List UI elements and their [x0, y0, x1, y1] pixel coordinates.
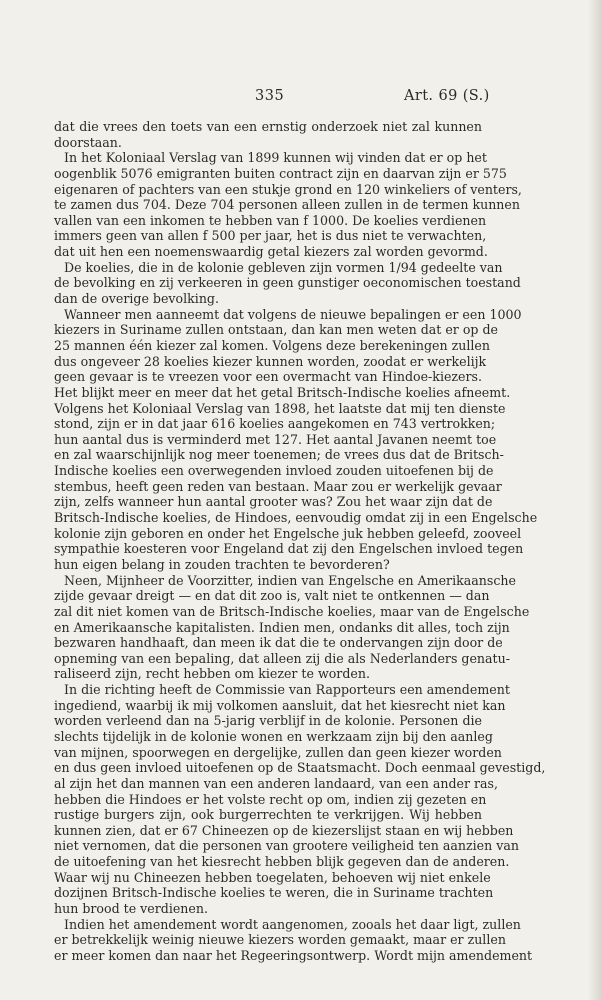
text-line: van mijnen, spoorwegen en dergelijke, zullen dan geen kiezer worden — [54, 744, 502, 760]
text-line: sympathie koesteren voor Engeland dat zij den Engelschen invloed tegen — [54, 541, 524, 557]
text-line: vallen van een inkomen te hebben van f 1000. De koelies verdienen — [54, 212, 487, 228]
page-header — [0, 88, 602, 108]
text-line: dozijnen Britsch-Indische koelies te weren, die in Suriname trachten — [54, 885, 494, 901]
text-line: rustige burgers zijn, ook burgerrechten te verkrijgen. Wij hebben — [54, 807, 482, 823]
page-edge-shadow — [588, 0, 602, 1000]
text-line: 25 mannen één kiezer zal komen. Volgens deze berekeningen zullen — [54, 337, 490, 353]
text-line: zijn, zelfs wanneer hun aantal grooter was? Zou het waar zijn dat de — [54, 494, 493, 510]
text-line: immers geen van allen f 500 per jaar, het is dus niet te verwachten, — [54, 228, 487, 244]
text-line: kolonie zijn geboren en onder het Engelsche juk hebben geleefd, zooveel — [54, 525, 522, 541]
text-line: dat die vrees den toets van een ernstig onderzoek niet zal kunnen — [54, 119, 482, 134]
text-line: worden verleend dan na 5-jarig verblijf in de kolonie. Personen die — [54, 713, 482, 729]
text-line: opneming van een bepaling, dat alleen zij die als Nederlanders genatu- — [54, 650, 510, 666]
text-line: bezwaren handhaaft, dan meen ik dat die te ondervangen zijn door de — [54, 635, 503, 651]
text-line: oogenblik 5076 emigranten buiten contract zijn en daarvan zijn er 575 — [54, 165, 507, 181]
text-line: de uitoefening van het kiesrecht hebben blijk gegeven dan de anderen. — [54, 854, 510, 870]
text-line: zijde gevaar dreigt — en dat dit zoo is, valt niet te ontkennen — dan — [54, 588, 490, 604]
text-line: niet vernomen, dat die personen van grootere veiligheid ten aanzien van — [54, 838, 519, 854]
text-line: er betrekkelijk weinig nieuwe kiezers worden gemaakt, maar er zullen — [54, 932, 506, 948]
text-line: slechts tijdelijk in de kolonie wonen en werkzaam zijn bij den aanleg — [54, 728, 493, 744]
text-line: de bevolking en zij verkeeren in geen gunstiger oeconomischen toestand — [54, 275, 521, 291]
text-line: Wanneer men aanneemt dat volgens de nieuwe bepalingen er een 1000 — [64, 306, 522, 322]
text-line: er meer komen dan naar het Regeeringsontwerp. Wordt mijn amendement — [54, 947, 533, 963]
text-line: dat uit hen een noemenswaardig getal kiezers zal worden gevormd. — [54, 244, 488, 260]
text-line: doorstaan. — [54, 134, 122, 150]
text-line: Indische koelies een overwegenden invloed zouden uitoefenen bij de — [54, 463, 494, 479]
text-line: hun eigen belang in zouden trachten te bevorderen? — [54, 556, 390, 572]
text-line: Waar wij nu Chineezen hebben toegelaten, behoeven wij niet enkele — [54, 869, 491, 885]
text-line: stond, zijn er in dat jaar 616 koelies aangekomen en 743 vertrokken; — [54, 416, 496, 432]
text-line: en Amerikaansche kapitalisten. Indien men, ondanks dit alles, toch zijn — [54, 619, 510, 635]
text-line: De koelies, die in de kolonie gebleven zijn vormen 1/94 gedeelte van — [64, 259, 503, 275]
text-line: hun brood te verdienen. — [54, 901, 208, 917]
text-line: eigenaren of pachters van een stukje grond en 120 winkeliers of venters, — [54, 181, 522, 197]
text-line: ingediend, waarbij ik mij volkomen aansluit, dat het kiesrecht niet kan — [54, 697, 506, 713]
text-line: hebben die Hindoes er het volste recht op om, indien zij gezeten en — [54, 791, 487, 807]
text-line: stembus, heeft geen reden van bestaan. Maar zou er werkelijk gevaar — [54, 478, 502, 494]
text-line: In het Koloniaal Verslag van 1899 kunnen wij vinden dat er op het — [64, 150, 487, 166]
text-line: hun aantal dus is verminderd met 127. Het aantal Javanen neemt toe — [54, 431, 497, 447]
text-line: Neen, Mijnheer de Voorzitter, indien van Engelsche en Amerikaansche — [64, 572, 516, 588]
text-line: al zijn het dan mannen van een anderen landaard, van een ander ras, — [54, 775, 498, 791]
text-line: te zamen dus 704. Deze 704 personen alleen zullen in de termen kunnen — [54, 197, 520, 213]
text-line: dus ongeveer 28 koelies kiezer kunnen worden, zoodat er werkelijk — [54, 353, 487, 369]
text-line: Volgens het Koloniaal Verslag van 1898, het laatste dat mij ten dienste — [54, 400, 506, 416]
text-line: geen gevaar is te vreezen voor een overmacht van Hindoe-kiezers. — [54, 369, 482, 385]
text-line: Britsch-Indische koelies, de Hindoes, eenvoudig omdat zij in een Engelsche — [54, 510, 538, 526]
text-line: zal dit niet komen van de Britsch-Indische koelies, maar van de Engelsche — [54, 603, 530, 619]
running-head: Art. 69 (S.) — [404, 88, 490, 104]
text-line: kiezers in Suriname zullen ontstaan, dan kan men weten dat er op de — [54, 322, 498, 338]
text-line: In die richting heeft de Commissie van Rapporteurs een amendement — [64, 682, 510, 698]
text-line: en zal waarschijnlijk nog meer toenemen; de vrees dus dat de Britsch- — [54, 447, 504, 463]
text-line: Indien het amendement wordt aangenomen, zooals het daar ligt, zullen — [64, 916, 521, 932]
text-line: dan de overige bevolking. — [54, 291, 219, 307]
text-line: Het blijkt meer en meer dat het getal Britsch-Indische koelies afneemt. — [54, 384, 511, 400]
text-line: kunnen zien, dat er 67 Chineezen op de kiezerslijst staan en wij hebben — [54, 822, 514, 838]
text-line: en dus geen invloed uitoefenen op de Staatsmacht. Doch eenmaal gevestigd, — [54, 760, 546, 776]
page-number: 335 — [255, 88, 285, 104]
text-line: raliseerd zijn, recht hebben om kiezer te worden. — [54, 666, 370, 682]
body-text — [54, 119, 546, 964]
